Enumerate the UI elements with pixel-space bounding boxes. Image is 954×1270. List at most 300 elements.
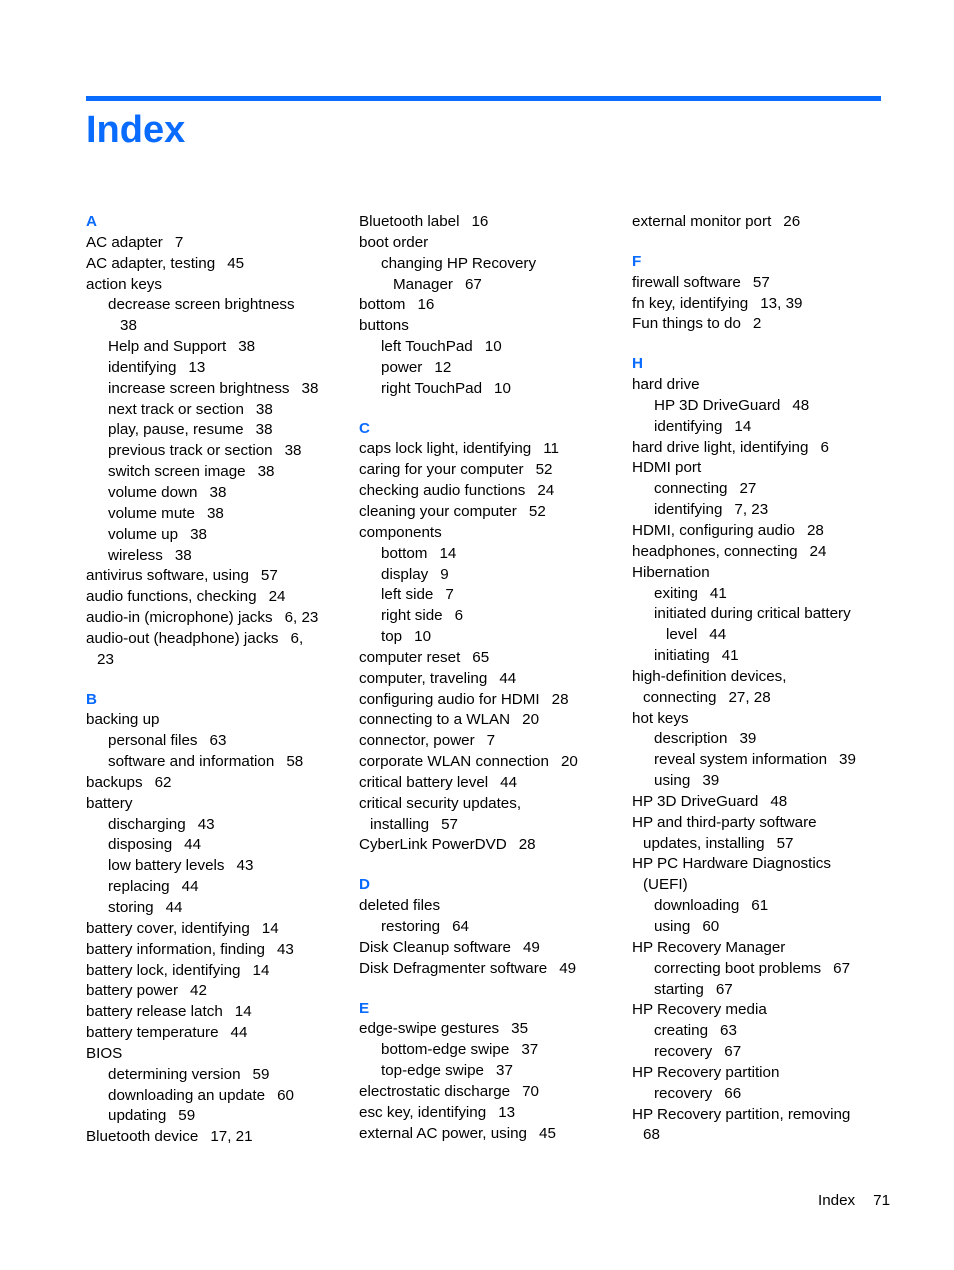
entry-text: Bluetooth device [86, 1128, 199, 1146]
entry-text: disposing [108, 836, 173, 854]
entry-page-ref[interactable]: 6, 23 [284, 609, 319, 627]
entry-text: electrostatic discharge [359, 1082, 511, 1100]
entry-text: Hibernation [632, 563, 710, 581]
entry-text: connecting to a WLAN [359, 711, 511, 729]
index-entry [632, 479, 882, 500]
entry-text: B [86, 690, 97, 708]
entry-page-ref[interactable]: 38 [301, 379, 319, 397]
entry-page-ref[interactable]: 44 [709, 626, 727, 644]
index-entry [632, 917, 882, 938]
index-entry [359, 316, 614, 337]
index-entry [86, 254, 341, 275]
entry-page-ref[interactable]: 43 [197, 815, 215, 833]
index-entry [86, 1023, 341, 1044]
entry-page-ref[interactable]: 57 [776, 834, 794, 852]
entry-text: restoring [381, 918, 441, 935]
entry-page-ref[interactable]: 59 [252, 1065, 270, 1083]
index-entry [632, 834, 882, 855]
index-entry [359, 1103, 614, 1124]
entry-page-ref[interactable]: 63 [720, 1022, 737, 1040]
index-entry [632, 729, 882, 750]
entry-page-ref[interactable]: 49 [522, 938, 540, 956]
index-entry [632, 521, 882, 542]
index-entry [359, 337, 614, 358]
index-entry [632, 1021, 882, 1042]
entry-text: previous track or section [108, 442, 273, 460]
entry-page-ref[interactable]: 14 [234, 1003, 252, 1021]
entry-page-ref[interactable]: 6 [454, 607, 464, 625]
entry-page-ref[interactable]: 14 [261, 919, 279, 937]
index-entry [632, 1125, 882, 1146]
index-entry [359, 275, 614, 296]
index-entry [86, 233, 341, 254]
entry-text: connector, power [359, 732, 475, 750]
entry-text: top-edge swipe [381, 1062, 485, 1080]
index-entry [359, 379, 614, 400]
entry-text: connecting [654, 480, 728, 498]
entry-text: battery temperature [86, 1024, 219, 1042]
page-footer [818, 1190, 890, 1212]
index-entry [86, 1106, 341, 1127]
entry-page-ref[interactable]: 64 [452, 918, 469, 935]
index-entry [359, 731, 614, 752]
entry-page-ref[interactable]: 24 [268, 588, 286, 606]
index-entry [359, 439, 614, 460]
entry-text: corporate WLAN connection [359, 753, 549, 771]
entry-page-ref[interactable]: 60 [277, 1086, 294, 1104]
entry-page-ref[interactable]: 61 [751, 897, 769, 915]
entry-page-ref[interactable]: 16 [471, 213, 489, 230]
entry-page-ref[interactable]: 44 [181, 878, 199, 896]
index-entry [632, 875, 882, 896]
entry-text: AC adapter [86, 233, 163, 251]
entry-page-ref[interactable]: 17, 21 [210, 1128, 253, 1146]
entry-page-ref[interactable]: 24 [809, 542, 827, 560]
entry-text: critical battery level [359, 773, 489, 791]
index-entry [632, 604, 882, 625]
entry-page-ref[interactable]: 39 [839, 751, 856, 769]
entry-text: battery power [86, 982, 179, 1000]
entry-page-ref[interactable]: 60 [702, 918, 720, 935]
index-entry [359, 1124, 614, 1145]
entry-page-ref[interactable]: 63 [209, 732, 227, 750]
entry-page-ref[interactable]: 48 [792, 396, 810, 414]
index-entry [632, 667, 882, 688]
index-entry [359, 358, 614, 379]
entry-text: backups [86, 773, 143, 791]
entry-page-ref[interactable]: 58 [286, 753, 304, 771]
entry-page-ref[interactable]: 38 [255, 400, 273, 418]
entry-text: left side [381, 586, 434, 604]
entry-text: right side [381, 607, 443, 625]
entry-page-ref[interactable]: 14 [734, 417, 752, 435]
index-entry [86, 316, 341, 337]
entry-page-ref[interactable]: 37 [496, 1062, 513, 1080]
index-entry [86, 587, 341, 608]
entry-page-ref[interactable]: 38 [257, 463, 275, 481]
entry-text: initiated during critical battery [654, 605, 851, 623]
index-entry [632, 273, 882, 294]
entry-text: HP Recovery partition [632, 1063, 780, 1081]
entry-page-ref[interactable]: 38 [284, 442, 302, 460]
entry-page-ref[interactable]: 57 [441, 815, 459, 833]
entry-page-ref[interactable]: 38 [209, 483, 227, 501]
entry-text: volume mute [108, 504, 195, 522]
entry-text: starting [654, 980, 704, 998]
index-entry [86, 650, 341, 671]
index-entry [632, 1063, 882, 1084]
entry-page-ref[interactable]: 20 [560, 753, 578, 771]
index-entry [86, 441, 341, 462]
entry-text: recovery [654, 1043, 713, 1061]
index-entry [632, 625, 882, 646]
page-title: Index [86, 109, 186, 151]
entry-page-ref[interactable]: 43 [276, 940, 294, 958]
index-entry [86, 504, 341, 525]
entry-page-ref[interactable]: 9 [440, 565, 449, 583]
index-entry [86, 629, 341, 650]
index-entry [632, 896, 882, 917]
entry-text: external monitor port [632, 213, 772, 230]
index-column-1 [86, 212, 341, 1148]
entry-text: level [666, 626, 698, 644]
entry-text: play, pause, resume [108, 421, 244, 439]
section-gap [632, 233, 882, 252]
entry-page-ref[interactable]: 37 [521, 1041, 539, 1059]
entry-page-ref[interactable]: 39 [702, 772, 720, 790]
entry-page-ref[interactable]: 14 [439, 544, 457, 562]
entry-text: downloading [654, 897, 740, 915]
index-entry [86, 379, 341, 400]
index-entry [632, 646, 882, 667]
entry-text: power [381, 358, 423, 376]
index-entry [359, 460, 614, 481]
entry-text: A [86, 213, 97, 230]
entry-text: audio-out (headphone) jacks [86, 629, 279, 647]
index-entry [86, 483, 341, 504]
entry-page-ref[interactable]: 28 [551, 690, 569, 708]
entry-text: buttons [359, 317, 409, 335]
entry-page-ref[interactable]: 44 [184, 836, 202, 854]
index-entry [86, 1086, 341, 1107]
entry-text: firewall software [632, 273, 741, 291]
entry-page-ref[interactable]: 49 [559, 959, 577, 977]
entry-text: edge-swipe gestures [359, 1020, 500, 1038]
index-entry [359, 1082, 614, 1103]
entry-text: connecting [643, 688, 717, 706]
index-entry [359, 917, 614, 938]
entry-text: audio functions, checking [86, 588, 257, 606]
index-entry [632, 750, 882, 771]
entry-page-ref[interactable]: 44 [230, 1024, 248, 1042]
index-entry [86, 566, 341, 587]
index-entry [632, 792, 882, 813]
entry-text: updates, installing [643, 834, 765, 852]
index-entry [86, 919, 341, 940]
entry-text: wireless [108, 546, 163, 564]
entry-page-ref[interactable]: 38 [255, 421, 273, 439]
entry-page-ref[interactable]: 65 [472, 648, 490, 666]
entry-text: bottom [381, 544, 428, 562]
entry-page-ref[interactable]: 12 [434, 358, 452, 376]
entry-text: installing [370, 815, 430, 833]
entry-text: bottom-edge swipe [381, 1041, 510, 1059]
index-entry [86, 752, 341, 773]
index-entry [86, 877, 341, 898]
entry-page-ref[interactable]: 16 [417, 296, 435, 314]
entry-text: fn key, identifying [632, 294, 749, 312]
index-entry [632, 1084, 882, 1105]
index-entry [632, 396, 882, 417]
entry-text: description [654, 730, 728, 748]
entry-page-ref[interactable]: 6 [820, 438, 829, 456]
entry-text: 23 [97, 650, 114, 668]
entry-page-ref[interactable]: 13, 39 [760, 294, 803, 312]
index-entry [359, 481, 614, 502]
index-letter-heading [86, 212, 341, 233]
entry-text: display [381, 565, 429, 583]
entry-text: D [359, 876, 370, 894]
entry-text: decrease screen brightness [108, 296, 295, 314]
entry-text: audio-in (microphone) jacks [86, 609, 273, 627]
index-letter-heading [86, 690, 341, 711]
entry-text: battery cover, identifying [86, 919, 250, 937]
entry-text: boot order [359, 233, 429, 251]
entry-text: caring for your computer [359, 461, 524, 479]
entry-page-ref[interactable]: 38 [190, 525, 207, 543]
entry-page-ref[interactable]: 14 [252, 961, 270, 979]
index-entry [359, 835, 614, 856]
entry-page-ref[interactable]: 7 [486, 732, 496, 750]
entry-page-ref[interactable]: 11 [543, 440, 559, 458]
entry-text: personal files [108, 732, 198, 750]
index-entry [86, 1065, 341, 1086]
entry-text: HP Recovery media [632, 1001, 767, 1019]
entry-text: hot keys [632, 709, 689, 727]
entry-page-ref[interactable]: 62 [154, 773, 172, 791]
entry-text: HDMI, configuring audio [632, 521, 795, 539]
entry-text: (UEFI) [643, 876, 688, 894]
entry-page-ref[interactable]: 10 [414, 628, 432, 646]
index-entry [359, 710, 614, 731]
entry-page-ref[interactable]: 27, 28 [728, 688, 771, 706]
index-entry [632, 375, 882, 396]
entry-page-ref[interactable]: 42 [190, 982, 207, 1000]
index-entry [86, 1044, 341, 1065]
entry-page-ref[interactable]: 39 [739, 730, 757, 748]
entry-page-ref[interactable]: 45 [227, 254, 245, 272]
entry-text: HP and third-party software [632, 813, 817, 831]
entry-page-ref[interactable]: 67 [715, 980, 733, 998]
index-entry [632, 771, 882, 792]
entry-page-ref[interactable]: 57 [752, 273, 770, 291]
entry-page-ref[interactable]: 45 [539, 1124, 556, 1142]
entry-text: storing [108, 899, 154, 916]
entry-text: HP PC Hardware Diagnostics [632, 855, 831, 873]
entry-text: caps lock light, identifying [359, 440, 532, 458]
entry-text: checking audio functions [359, 482, 526, 500]
index-entry [86, 731, 341, 752]
index-entry [359, 254, 614, 275]
index-entry [632, 980, 882, 1001]
entry-text: esc key, identifying [359, 1103, 487, 1121]
entry-text: exiting [654, 584, 698, 602]
index-entry [359, 585, 614, 606]
entry-text: bottom [359, 296, 406, 314]
entry-page-ref[interactable]: 41 [721, 647, 739, 665]
index-entry [86, 1127, 341, 1148]
entry-text: increase screen brightness [108, 379, 290, 397]
index-entry [359, 502, 614, 523]
index-entry [86, 337, 341, 358]
index-entry [359, 752, 614, 773]
entry-page-ref[interactable]: 57 [260, 567, 278, 585]
index-entry [86, 608, 341, 629]
index-entry [359, 565, 614, 586]
entry-text: initiating [654, 647, 710, 665]
entry-text: using [654, 772, 691, 790]
footer-label: Index [818, 1192, 856, 1209]
index-entry [359, 896, 614, 917]
entry-text: cleaning your computer [359, 502, 517, 520]
entry-page-ref[interactable]: 35 [511, 1020, 529, 1038]
entry-page-ref[interactable]: 24 [537, 482, 555, 500]
entry-page-ref[interactable]: 52 [535, 461, 553, 479]
entry-page-ref[interactable]: 7 [174, 233, 184, 251]
index-entry [632, 938, 882, 959]
index-entry [632, 1105, 882, 1126]
entry-page-ref[interactable]: 20 [522, 711, 540, 729]
index-entry [359, 627, 614, 648]
index-entry [359, 1061, 614, 1082]
entry-page-ref[interactable]: 41 [709, 584, 727, 602]
entry-page-ref[interactable]: 26 [783, 213, 801, 230]
index-entry [632, 709, 882, 730]
entry-page-ref[interactable]: 52 [528, 502, 546, 520]
entry-page-ref[interactable]: 38 [174, 546, 192, 564]
entry-page-ref[interactable]: 13 [498, 1103, 516, 1121]
entry-text: 68 [643, 1126, 660, 1144]
entry-text: switch screen image [108, 463, 246, 481]
entry-text: right TouchPad [381, 379, 483, 397]
section-gap [359, 856, 614, 875]
entry-text: next track or section [108, 400, 244, 418]
entry-page-ref[interactable]: 44 [499, 669, 517, 687]
entry-page-ref[interactable]: 7, 23 [734, 501, 769, 519]
index-letter-heading [632, 354, 882, 375]
entry-text: E [359, 999, 370, 1017]
index-column-3 [632, 212, 882, 1146]
entry-text: components [359, 523, 442, 541]
entry-page-ref[interactable]: 67 [724, 1043, 742, 1061]
entry-page-ref[interactable]: 44 [165, 899, 183, 916]
index-entry [86, 981, 341, 1002]
entry-text: Disk Defragmenter software [359, 959, 548, 977]
entry-page-ref[interactable]: 48 [770, 792, 788, 810]
index-entry [632, 1000, 882, 1021]
entry-page-ref[interactable]: 66 [724, 1084, 742, 1102]
entry-page-ref[interactable]: 44 [500, 773, 518, 791]
entry-page-ref[interactable]: 28 [806, 521, 824, 539]
entry-text: volume up [108, 525, 179, 543]
index-entry [632, 688, 882, 709]
index-entry [359, 544, 614, 565]
index-entry [359, 1019, 614, 1040]
entry-page-ref[interactable]: 10 [494, 379, 511, 397]
index-entry [632, 500, 882, 521]
index-entry [359, 295, 614, 316]
entry-text: CyberLink PowerDVD [359, 836, 507, 854]
entry-text: hard drive [632, 376, 700, 394]
index-entry [632, 1042, 882, 1063]
entry-text: Manager [393, 275, 453, 293]
entry-text: identifying [654, 501, 723, 519]
entry-page-ref[interactable]: 38 [238, 338, 256, 356]
index-entry [632, 584, 882, 605]
entry-page-ref[interactable]: 38 [206, 504, 224, 522]
index-column-2 [359, 212, 614, 1144]
entry-text: changing HP Recovery [381, 254, 537, 272]
index-entry [632, 417, 882, 438]
index-entry [359, 815, 614, 836]
entry-text: external AC power, using [359, 1124, 528, 1142]
index-entry [86, 546, 341, 567]
index-entry [86, 295, 341, 316]
entry-page-ref[interactable]: 13 [188, 358, 206, 376]
index-entry [359, 1040, 614, 1061]
entry-page-ref[interactable]: 2 [752, 315, 762, 333]
index-entry [632, 854, 882, 875]
entry-page-ref[interactable]: 28 [518, 836, 536, 854]
index-letter-heading [359, 875, 614, 896]
section-gap [359, 980, 614, 999]
index-entry [86, 773, 341, 794]
entry-text: software and information [108, 753, 275, 771]
title-rule [86, 96, 881, 101]
entry-text: reveal system information [654, 751, 828, 769]
entry-text: hard drive light, identifying [632, 438, 809, 456]
entry-page-ref[interactable]: 43 [236, 857, 254, 875]
index-entry [632, 563, 882, 584]
index-entry [359, 959, 614, 980]
entry-page-ref[interactable]: 7 [445, 586, 454, 604]
entry-text: high-definition devices, [632, 667, 787, 685]
entry-page-ref[interactable]: 6, [290, 629, 304, 647]
index-entry [632, 959, 882, 980]
index-letter-heading [632, 252, 882, 273]
entry-text: backing up [86, 711, 160, 729]
index-entry [359, 212, 614, 233]
entry-page-ref[interactable]: 67 [464, 275, 482, 293]
entry-text: left TouchPad [381, 338, 473, 356]
entry-page-ref[interactable]: 67 [833, 959, 851, 977]
entry-page-ref[interactable]: 70 [522, 1082, 540, 1100]
entry-text: creating [654, 1022, 709, 1040]
entry-text: HP Recovery partition, removing [632, 1105, 851, 1123]
section-gap [359, 400, 614, 419]
entry-page-ref[interactable]: 59 [178, 1107, 196, 1125]
index-entry [86, 856, 341, 877]
index-entry [86, 275, 341, 296]
entry-page-ref[interactable]: 27 [739, 480, 757, 498]
entry-page-ref[interactable]: 10 [484, 338, 502, 356]
entry-text: top [381, 628, 403, 646]
entry-text: battery lock, identifying [86, 961, 241, 979]
entry-text: HDMI port [632, 459, 702, 477]
index-entry [86, 358, 341, 379]
index-entry [86, 898, 341, 919]
index-entry [359, 233, 614, 254]
